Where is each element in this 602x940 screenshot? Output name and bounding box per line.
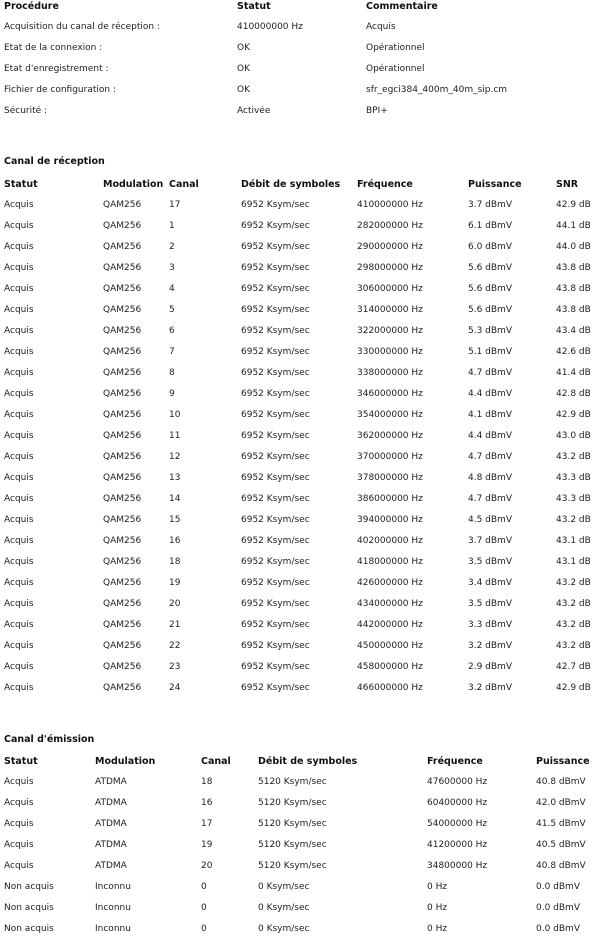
reception-cell-status: Acquis [4,326,34,336]
reception-cell-status: Acquis [4,410,34,420]
reception-cell-status: Acquis [4,683,34,693]
reception-cell-power: 3.5 dBmV [468,557,512,567]
reception-cell-power: 3.7 dBmV [468,200,512,210]
reception-cell-power: 5.6 dBmV [468,263,512,273]
reception-cell-modulation: QAM256 [103,620,142,630]
reception-cell-snr: 43.8 dB [556,305,591,315]
reception-cell-channel: 9 [169,389,175,399]
reception-cell-symbol-rate: 6952 Ksym/sec [241,263,310,273]
table-row [0,447,602,468]
reception-cell-power: 5.1 dBmV [468,347,512,357]
reception-cell-frequency: 322000000 Hz [357,326,423,336]
reception-cell-snr: 44.1 dB [556,221,591,231]
reception-header-power: Puissance [468,179,522,190]
reception-cell-symbol-rate: 6952 Ksym/sec [241,662,310,672]
table-row [0,300,602,321]
reception-cell-modulation: QAM256 [103,557,142,567]
table-row [0,426,602,447]
emission-cell-symbol-rate: 5120 Ksym/sec [258,861,327,871]
emission-cell-channel: 0 [201,903,207,913]
emission-cell-frequency: 0 Hz [427,903,448,913]
procedure-rows [0,17,602,122]
reception-cell-channel: 18 [169,557,181,567]
table-row [0,531,602,552]
procedure-cell-comment: Opérationnel [366,43,425,53]
reception-cell-status: Acquis [4,221,34,231]
reception-cell-channel: 7 [169,347,175,357]
reception-cell-snr: 42.8 dB [556,389,591,399]
reception-header-modulation: Modulation [103,179,164,190]
emission-cell-status: Acquis [4,798,34,808]
emission-cell-status: Non acquis [4,882,54,892]
emission-cell-power: 41.5 dBmV [536,819,586,829]
reception-cell-status: Acquis [4,284,34,294]
emission-cell-frequency: 34800000 Hz [427,861,488,871]
reception-cell-modulation: QAM256 [103,368,142,378]
emission-cell-power: 0.0 dBmV [536,882,580,892]
procedure-cell-procedure: Etat d'enregistrement : [4,64,109,74]
reception-cell-power: 5.3 dBmV [468,326,512,336]
reception-cell-snr: 42.9 dB [556,410,591,420]
reception-header-symbol-rate: Débit de symboles [241,179,341,190]
reception-cell-channel: 8 [169,368,175,378]
reception-cell-symbol-rate: 6952 Ksym/sec [241,431,310,441]
procedure-cell-procedure: Acquisition du canal de réception : [4,22,160,32]
reception-cell-frequency: 418000000 Hz [357,557,423,567]
emission-cell-modulation: ATDMA [95,840,127,850]
reception-cell-channel: 16 [169,536,181,546]
reception-cell-frequency: 282000000 Hz [357,221,423,231]
emission-cell-frequency: 0 Hz [427,882,448,892]
emission-header-status: Statut [4,756,38,767]
reception-cell-frequency: 450000000 Hz [357,641,423,651]
reception-cell-channel: 2 [169,242,175,252]
reception-cell-power: 3.2 dBmV [468,683,512,693]
reception-channel-table [0,174,602,699]
emission-cell-power: 40.5 dBmV [536,840,586,850]
reception-cell-power: 5.6 dBmV [468,284,512,294]
procedure-cell-comment: BPI+ [366,106,388,116]
procedure-cell-status: 410000000 Hz [237,22,303,32]
table-row [0,510,602,531]
procedure-cell-comment: sfr_egci384_400m_40m_sip.cm [366,85,508,95]
table-row [0,573,602,594]
reception-cell-snr: 43.1 dB [556,557,591,567]
reception-cell-snr: 43.8 dB [556,263,591,273]
reception-cell-frequency: 298000000 Hz [357,263,423,273]
reception-cell-frequency: 394000000 Hz [357,515,423,525]
procedure-cell-procedure: Sécurité : [4,106,48,116]
emission-cell-symbol-rate: 5120 Ksym/sec [258,819,327,829]
reception-cell-symbol-rate: 6952 Ksym/sec [241,557,310,567]
reception-cell-channel: 17 [169,200,181,210]
reception-cell-modulation: QAM256 [103,200,142,210]
reception-header-status: Statut [4,179,38,190]
emission-cell-status: Acquis [4,840,34,850]
table-row [0,405,602,426]
emission-header-frequency: Fréquence [427,756,483,767]
reception-cell-snr: 42.6 dB [556,347,591,357]
emission-cell-modulation: Inconnu [95,903,131,913]
reception-cell-modulation: QAM256 [103,410,142,420]
table-row [0,101,602,122]
reception-cell-snr: 43.4 dB [556,326,591,336]
emission-rows [0,772,602,940]
reception-cell-status: Acquis [4,347,34,357]
reception-cell-power: 4.4 dBmV [468,389,512,399]
emission-header-power: Puissance [536,756,590,767]
procedure-cell-comment: Opérationnel [366,64,425,74]
reception-cell-modulation: QAM256 [103,599,142,609]
procedure-header-procedure: Procédure [4,1,59,12]
reception-cell-frequency: 426000000 Hz [357,578,423,588]
emission-cell-channel: 16 [201,798,213,808]
reception-cell-channel: 5 [169,305,175,315]
reception-cell-frequency: 330000000 Hz [357,347,423,357]
reception-cell-snr: 43.2 dB [556,620,591,630]
reception-cell-power: 3.7 dBmV [468,536,512,546]
table-row [0,552,602,573]
emission-cell-modulation: ATDMA [95,819,127,829]
reception-cell-channel: 3 [169,263,175,273]
procedure-cell-status: OK [237,64,250,74]
emission-cell-power: 0.0 dBmV [536,924,580,934]
procedure-header-status: Statut [237,1,271,12]
reception-cell-status: Acquis [4,242,34,252]
reception-cell-power: 3.4 dBmV [468,578,512,588]
emission-cell-symbol-rate: 0 Ksym/sec [258,882,310,892]
procedure-cell-procedure: Etat de la connexion : [4,43,103,53]
reception-cell-symbol-rate: 6952 Ksym/sec [241,284,310,294]
table-row [0,856,602,877]
reception-cell-status: Acquis [4,473,34,483]
emission-cell-symbol-rate: 5120 Ksym/sec [258,777,327,787]
procedure-cell-procedure: Fichier de configuration : [4,85,116,95]
reception-cell-snr: 41.4 dB [556,368,591,378]
table-row [0,615,602,636]
reception-cell-power: 3.5 dBmV [468,599,512,609]
reception-cell-modulation: QAM256 [103,515,142,525]
reception-cell-channel: 22 [169,641,181,651]
reception-cell-frequency: 386000000 Hz [357,494,423,504]
procedure-cell-status: OK [237,43,250,53]
table-row [0,814,602,835]
reception-cell-channel: 1 [169,221,175,231]
table-row [0,489,602,510]
reception-cell-symbol-rate: 6952 Ksym/sec [241,347,310,357]
table-row [0,678,602,699]
table-row [0,80,602,101]
reception-cell-power: 2.9 dBmV [468,662,512,672]
reception-cell-modulation: QAM256 [103,662,142,672]
emission-cell-symbol-rate: 5120 Ksym/sec [258,840,327,850]
table-row [0,835,602,856]
reception-cell-power: 3.2 dBmV [468,641,512,651]
reception-cell-status: Acquis [4,578,34,588]
reception-cell-frequency: 346000000 Hz [357,389,423,399]
table-row [0,384,602,405]
reception-cell-frequency: 434000000 Hz [357,599,423,609]
emission-cell-channel: 20 [201,861,213,871]
table-row [0,919,602,940]
emission-cell-frequency: 60400000 Hz [427,798,488,808]
emission-cell-frequency: 54000000 Hz [427,819,488,829]
reception-cell-frequency: 458000000 Hz [357,662,423,672]
reception-cell-symbol-rate: 6952 Ksym/sec [241,242,310,252]
reception-cell-snr: 43.2 dB [556,578,591,588]
reception-cell-snr: 43.2 dB [556,452,591,462]
reception-cell-modulation: QAM256 [103,242,142,252]
reception-cell-symbol-rate: 6952 Ksym/sec [241,200,310,210]
emission-cell-channel: 19 [201,840,213,850]
reception-cell-modulation: QAM256 [103,263,142,273]
table-row [0,468,602,489]
emission-cell-modulation: ATDMA [95,777,127,787]
reception-header-snr: SNR [556,179,579,190]
emission-cell-modulation: ATDMA [95,861,127,871]
reception-cell-frequency: 290000000 Hz [357,242,423,252]
reception-cell-modulation: QAM256 [103,683,142,693]
reception-cell-power: 4.7 dBmV [468,494,512,504]
procedure-cell-status: Activée [237,106,271,116]
reception-cell-power: 5.6 dBmV [468,305,512,315]
reception-cell-symbol-rate: 6952 Ksym/sec [241,515,310,525]
reception-cell-symbol-rate: 6952 Ksym/sec [241,494,310,504]
reception-cell-status: Acquis [4,263,34,273]
reception-cell-channel: 21 [169,620,181,630]
reception-cell-snr: 43.0 dB [556,431,591,441]
reception-cell-status: Acquis [4,494,34,504]
table-row [0,38,602,59]
reception-cell-modulation: QAM256 [103,389,142,399]
table-row [0,793,602,814]
reception-cell-frequency: 338000000 Hz [357,368,423,378]
emission-header-symbol-rate: Débit de symboles [258,756,358,767]
table-row [0,321,602,342]
reception-cell-frequency: 362000000 Hz [357,431,423,441]
reception-cell-modulation: QAM256 [103,431,142,441]
emission-cell-modulation: Inconnu [95,882,131,892]
reception-cell-status: Acquis [4,515,34,525]
reception-cell-channel: 20 [169,599,181,609]
emission-header-channel: Canal [201,756,231,767]
emission-cell-symbol-rate: 5120 Ksym/sec [258,798,327,808]
table-row [0,636,602,657]
emission-header-row [0,751,602,772]
table-row [0,772,602,793]
reception-cell-power: 4.5 dBmV [468,515,512,525]
table-row [0,17,602,38]
reception-header-row [0,174,602,195]
emission-cell-symbol-rate: 0 Ksym/sec [258,903,310,913]
procedure-cell-comment: Acquis [366,22,396,32]
reception-cell-symbol-rate: 6952 Ksym/sec [241,221,310,231]
emission-cell-status: Non acquis [4,924,54,934]
reception-cell-modulation: QAM256 [103,452,142,462]
reception-cell-status: Acquis [4,368,34,378]
procedure-header-row [0,0,602,17]
reception-cell-symbol-rate: 6952 Ksym/sec [241,683,310,693]
reception-cell-power: 4.7 dBmV [468,368,512,378]
reception-cell-snr: 43.2 dB [556,641,591,651]
reception-cell-power: 3.3 dBmV [468,620,512,630]
reception-cell-symbol-rate: 6952 Ksym/sec [241,536,310,546]
reception-cell-modulation: QAM256 [103,347,142,357]
table-row [0,59,602,80]
emission-cell-status: Acquis [4,819,34,829]
reception-cell-modulation: QAM256 [103,305,142,315]
reception-cell-frequency: 442000000 Hz [357,620,423,630]
reception-cell-modulation: QAM256 [103,641,142,651]
emission-cell-power: 0.0 dBmV [536,903,580,913]
table-row [0,363,602,384]
emission-cell-channel: 17 [201,819,213,829]
reception-cell-frequency: 402000000 Hz [357,536,423,546]
emission-cell-symbol-rate: 0 Ksym/sec [258,924,310,934]
reception-cell-snr: 42.9 dB [556,200,591,210]
emission-cell-status: Non acquis [4,903,54,913]
emission-cell-power: 40.8 dBmV [536,777,586,787]
emission-header-modulation: Modulation [95,756,156,767]
reception-cell-symbol-rate: 6952 Ksym/sec [241,305,310,315]
emission-cell-frequency: 41200000 Hz [427,840,488,850]
emission-cell-frequency: 47600000 Hz [427,777,488,787]
emission-cell-status: Acquis [4,777,34,787]
reception-cell-frequency: 354000000 Hz [357,410,423,420]
table-row [0,237,602,258]
reception-cell-modulation: QAM256 [103,473,142,483]
reception-cell-channel: 13 [169,473,181,483]
reception-cell-symbol-rate: 6952 Ksym/sec [241,410,310,420]
emission-cell-frequency: 0 Hz [427,924,448,934]
reception-cell-modulation: QAM256 [103,284,142,294]
reception-cell-modulation: QAM256 [103,221,142,231]
emission-cell-power: 40.8 dBmV [536,861,586,871]
reception-cell-channel: 23 [169,662,181,672]
reception-cell-modulation: QAM256 [103,536,142,546]
emission-cell-channel: 18 [201,777,213,787]
reception-cell-frequency: 314000000 Hz [357,305,423,315]
emission-section-title: Canal d'émission [4,734,95,745]
reception-cell-channel: 11 [169,431,181,441]
reception-cell-power: 4.8 dBmV [468,473,512,483]
reception-cell-modulation: QAM256 [103,494,142,504]
table-row [0,258,602,279]
emission-channel-table [0,751,602,940]
reception-cell-channel: 14 [169,494,181,504]
reception-cell-symbol-rate: 6952 Ksym/sec [241,389,310,399]
reception-cell-snr: 43.3 dB [556,494,591,504]
reception-cell-symbol-rate: 6952 Ksym/sec [241,599,310,609]
reception-cell-symbol-rate: 6952 Ksym/sec [241,578,310,588]
reception-cell-symbol-rate: 6952 Ksym/sec [241,452,310,462]
table-row [0,657,602,678]
emission-cell-power: 42.0 dBmV [536,798,586,808]
reception-cell-symbol-rate: 6952 Ksym/sec [241,641,310,651]
reception-cell-channel: 19 [169,578,181,588]
reception-cell-status: Acquis [4,620,34,630]
reception-cell-status: Acquis [4,536,34,546]
reception-cell-snr: 43.1 dB [556,536,591,546]
reception-cell-modulation: QAM256 [103,578,142,588]
reception-cell-snr: 43.2 dB [556,599,591,609]
table-row [0,898,602,919]
procedure-header-comment: Commentaire [366,1,438,12]
table-row [0,279,602,300]
procedure-table [0,0,602,122]
reception-cell-frequency: 410000000 Hz [357,200,423,210]
reception-cell-symbol-rate: 6952 Ksym/sec [241,473,310,483]
reception-cell-channel: 4 [169,284,175,294]
reception-cell-symbol-rate: 6952 Ksym/sec [241,368,310,378]
reception-cell-modulation: QAM256 [103,326,142,336]
emission-cell-channel: 0 [201,882,207,892]
reception-cell-status: Acquis [4,662,34,672]
reception-cell-status: Acquis [4,452,34,462]
reception-cell-status: Acquis [4,599,34,609]
table-row [0,594,602,615]
table-row [0,342,602,363]
reception-header-channel: Canal [169,179,199,190]
reception-cell-frequency: 370000000 Hz [357,452,423,462]
reception-cell-channel: 15 [169,515,181,525]
reception-cell-status: Acquis [4,641,34,651]
emission-cell-modulation: Inconnu [95,924,131,934]
emission-cell-modulation: ATDMA [95,798,127,808]
reception-cell-status: Acquis [4,200,34,210]
reception-cell-power: 6.0 dBmV [468,242,512,252]
reception-cell-snr: 43.2 dB [556,515,591,525]
reception-cell-channel: 24 [169,683,181,693]
emission-cell-channel: 0 [201,924,207,934]
reception-cell-status: Acquis [4,431,34,441]
emission-cell-status: Acquis [4,861,34,871]
reception-section-title: Canal de réception [4,156,105,167]
reception-cell-symbol-rate: 6952 Ksym/sec [241,620,310,630]
reception-cell-channel: 6 [169,326,175,336]
reception-cell-frequency: 306000000 Hz [357,284,423,294]
reception-cell-frequency: 378000000 Hz [357,473,423,483]
reception-cell-power: 4.7 dBmV [468,452,512,462]
reception-cell-symbol-rate: 6952 Ksym/sec [241,326,310,336]
table-row [0,195,602,216]
reception-cell-status: Acquis [4,389,34,399]
table-row [0,216,602,237]
reception-header-frequency: Fréquence [357,179,413,190]
reception-cell-snr: 42.9 dB [556,683,591,693]
reception-cell-power: 6.1 dBmV [468,221,512,231]
reception-cell-snr: 42.7 dB [556,662,591,672]
reception-cell-snr: 43.8 dB [556,284,591,294]
reception-cell-channel: 10 [169,410,181,420]
reception-cell-snr: 44.0 dB [556,242,591,252]
reception-cell-channel: 12 [169,452,181,462]
reception-cell-status: Acquis [4,557,34,567]
procedure-cell-status: OK [237,85,250,95]
table-row [0,877,602,898]
reception-cell-frequency: 466000000 Hz [357,683,423,693]
reception-rows [0,195,602,699]
reception-cell-status: Acquis [4,305,34,315]
reception-cell-snr: 43.3 dB [556,473,591,483]
reception-cell-power: 4.1 dBmV [468,410,512,420]
reception-cell-power: 4.4 dBmV [468,431,512,441]
